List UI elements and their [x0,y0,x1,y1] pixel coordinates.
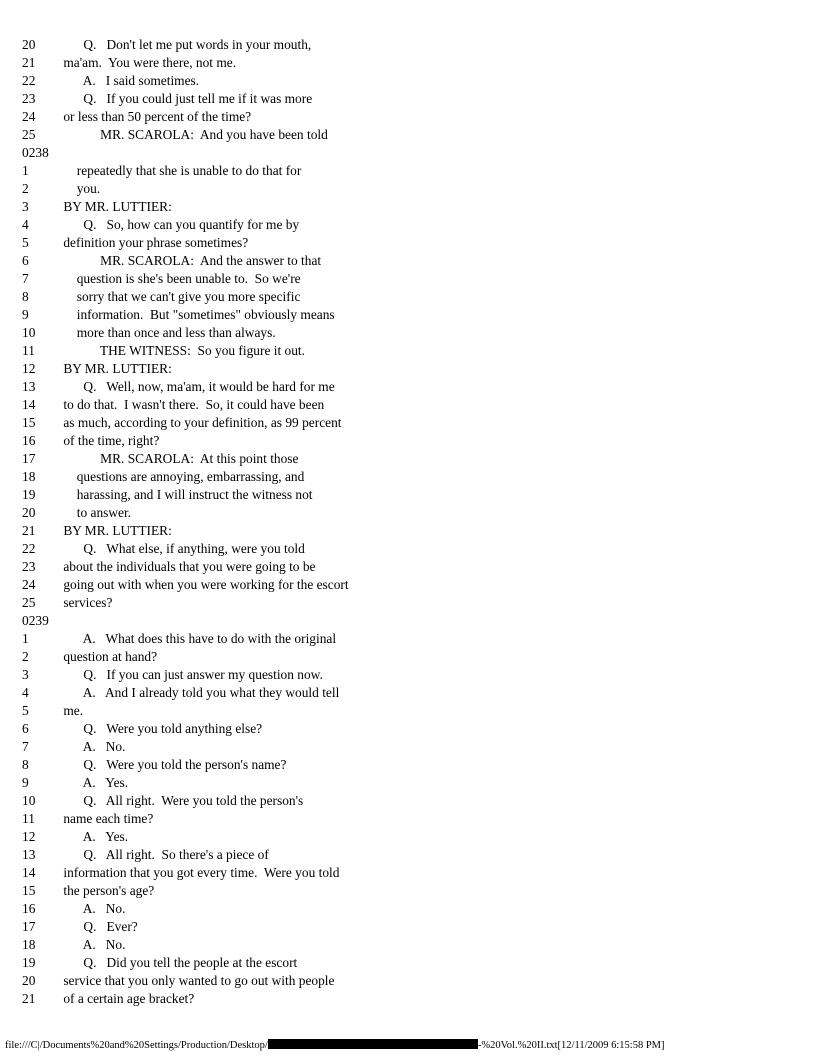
transcript-line [22,162,808,180]
line-number: 21 [22,55,36,70]
transcript-line [22,360,808,378]
transcript-line [22,306,808,324]
line-text: Q. If you could just tell me if it was more [60,91,313,106]
transcript-line [22,396,808,414]
transcript-line [22,450,808,468]
line-text: services? [60,595,113,610]
transcript-line [22,936,808,954]
line-text: name each time? [60,811,154,826]
line-number: 11 [22,343,35,358]
transcript-line [22,576,808,594]
transcript-line [22,522,808,540]
transcript-line [22,630,808,648]
line-number: 12 [22,829,36,844]
page-number-line [22,144,808,162]
line-text: Q. Were you told anything else? [60,721,263,736]
line-text: about the individuals that you were going to be [60,559,316,574]
line-text: more than once and less than always. [60,325,276,340]
line-number: 1 [22,163,29,178]
transcript-line [22,54,808,72]
line-number: 11 [22,811,35,826]
transcript-line [22,648,808,666]
transcript-line [22,954,808,972]
redaction-box [268,1039,478,1049]
line-number: 25 [22,127,36,142]
transcript-line [22,486,808,504]
line-text: A. Yes. [60,775,129,790]
transcript-line [22,864,808,882]
line-text: harassing, and I will instruct the witness not [60,487,313,502]
line-number: 3 [22,199,29,214]
line-number: 21 [22,991,36,1006]
line-text: MR. SCAROLA: And you have been told [60,127,328,142]
transcript-line [22,270,808,288]
transcript-line [22,432,808,450]
transcript-line [22,666,808,684]
line-text: as much, according to your definition, as 99 percent [60,415,342,430]
line-number: 12 [22,361,36,376]
line-text: Q. All right. So there's a piece of [60,847,269,862]
line-number: 2 [22,181,29,196]
line-text: information. But "sometimes" obviously means [60,307,335,322]
transcript-line [22,594,808,612]
line-text: MR. SCAROLA: At this point those [60,451,299,466]
line-number: 22 [22,73,36,88]
line-number: 23 [22,559,36,574]
line-text: A. No. [60,901,126,916]
page-number: 0238 [22,145,49,160]
transcript-line [22,972,808,990]
line-text: Q. So, how can you quantify for me by [60,217,300,232]
transcript-line [22,90,808,108]
line-number: 10 [22,325,36,340]
line-text: Q. If you can just answer my question now. [60,667,323,682]
transcript-line [22,288,808,306]
transcript-line [22,900,808,918]
transcript-line [22,414,808,432]
transcript-line [22,846,808,864]
line-text: A. No. [60,937,126,952]
line-number: 21 [22,523,36,538]
line-number: 16 [22,433,36,448]
footer-file-path-suffix: -%20Vol.%20II.txt[12/11/2009 6:15:58 PM] [477,1040,665,1051]
transcript-line [22,720,808,738]
transcript-line [22,72,808,90]
line-text: of the time, right? [60,433,160,448]
line-text: questions are annoying, embarrassing, and [60,469,305,484]
line-number: 6 [22,721,29,736]
transcript-line [22,504,808,522]
line-number: 5 [22,235,29,250]
line-number: 17 [22,919,36,934]
line-text: A. And I already told you what they would tell [60,685,340,700]
transcript-line [22,774,808,792]
line-text: BY MR. LUTTIER: [60,199,172,214]
line-number: 2 [22,649,29,664]
line-text: of a certain age bracket? [60,991,195,1006]
line-text: THE WITNESS: So you figure it out. [60,343,305,358]
line-number: 14 [22,397,36,412]
line-text: service that you only wanted to go out with people [60,973,335,988]
transcript-line [22,468,808,486]
line-number: 25 [22,595,36,610]
line-number: 22 [22,541,36,556]
line-text: Q. Ever? [60,919,138,934]
line-text: Q. Don't let me put words in your mouth, [60,37,312,52]
line-number: 8 [22,757,29,772]
line-text: or less than 50 percent of the time? [60,109,252,124]
line-number: 8 [22,289,29,304]
footer-file-path-prefix: file:///C|/Documents%20and%20Settings/Production/Desktop/ [5,1040,268,1051]
line-text: A. What does this have to do with the original [60,631,337,646]
transcript-line [22,180,808,198]
line-text: Q. Did you tell the people at the escort [60,955,298,970]
line-number: 19 [22,487,36,502]
line-number: 1 [22,631,29,646]
line-text: me. [60,703,84,718]
line-text: A. No. [60,739,126,754]
line-number: 17 [22,451,36,466]
line-number: 24 [22,109,36,124]
transcript-line [22,216,808,234]
line-number: 7 [22,271,29,286]
line-number: 20 [22,37,36,52]
line-number: 16 [22,901,36,916]
transcript-line [22,702,808,720]
line-number: 4 [22,217,29,232]
line-number: 18 [22,469,36,484]
transcript-line [22,738,808,756]
transcript-line [22,198,808,216]
line-text: Q. Well, now, ma'am, it would be hard for me [60,379,335,394]
transcript-line [22,792,808,810]
line-number: 4 [22,685,29,700]
transcript-line [22,990,808,1008]
transcript-line [22,126,808,144]
line-number: 20 [22,505,36,520]
line-number: 7 [22,739,29,754]
transcript-line [22,918,808,936]
transcript-line [22,342,808,360]
line-number: 14 [22,865,36,880]
transcript-line [22,540,808,558]
line-number: 5 [22,703,29,718]
transcript-line [22,234,808,252]
page-number: 0239 [22,613,49,628]
line-text: A. I said sometimes. [60,73,200,88]
transcript-line [22,36,808,54]
line-text: to do that. I wasn't there. So, it could have been [60,397,325,412]
line-text: A. Yes. [60,829,129,844]
line-number: 23 [22,91,36,106]
transcript-line [22,882,808,900]
transcript-line [22,684,808,702]
transcript-line [22,810,808,828]
line-number: 9 [22,775,29,790]
line-number: 13 [22,379,36,394]
line-number: 9 [22,307,29,322]
line-text: you. [60,181,101,196]
transcript-line [22,828,808,846]
transcript-line [22,756,808,774]
transcript-line [22,558,808,576]
line-text: going out with when you were working for the escort [60,577,349,592]
line-text: Q. What else, if anything, were you told [60,541,305,556]
transcript-line [22,324,808,342]
line-text: the person's age? [60,883,155,898]
line-text: to answer. [60,505,132,520]
line-number: 3 [22,667,29,682]
transcript-line [22,108,808,126]
line-text: Q. Were you told the person's name? [60,757,287,772]
transcript-line [22,378,808,396]
line-number: 15 [22,415,36,430]
line-number: 13 [22,847,36,862]
footer [5,1039,665,1052]
line-text: question at hand? [60,649,158,664]
line-text: question is she's been unable to. So we're [60,271,301,286]
line-text: BY MR. LUTTIER: [60,361,172,376]
transcript-line [22,252,808,270]
line-number: 6 [22,253,29,268]
line-number: 15 [22,883,36,898]
line-number: 20 [22,973,36,988]
line-text: repeatedly that she is unable to do that for [60,163,302,178]
line-number: 18 [22,937,36,952]
line-text: BY MR. LUTTIER: [60,523,172,538]
line-text: MR. SCAROLA: And the answer to that [60,253,322,268]
line-text: information that you got every time. Were you told [60,865,340,880]
line-number: 24 [22,577,36,592]
line-text: sorry that we can't give you more specific [60,289,301,304]
line-number: 19 [22,955,36,970]
line-text: Q. All right. Were you told the person's [60,793,304,808]
line-text: ma'am. You were there, not me. [60,55,237,70]
page-number-line [22,612,808,630]
line-text: definition your phrase sometimes? [60,235,249,250]
line-number: 10 [22,793,36,808]
